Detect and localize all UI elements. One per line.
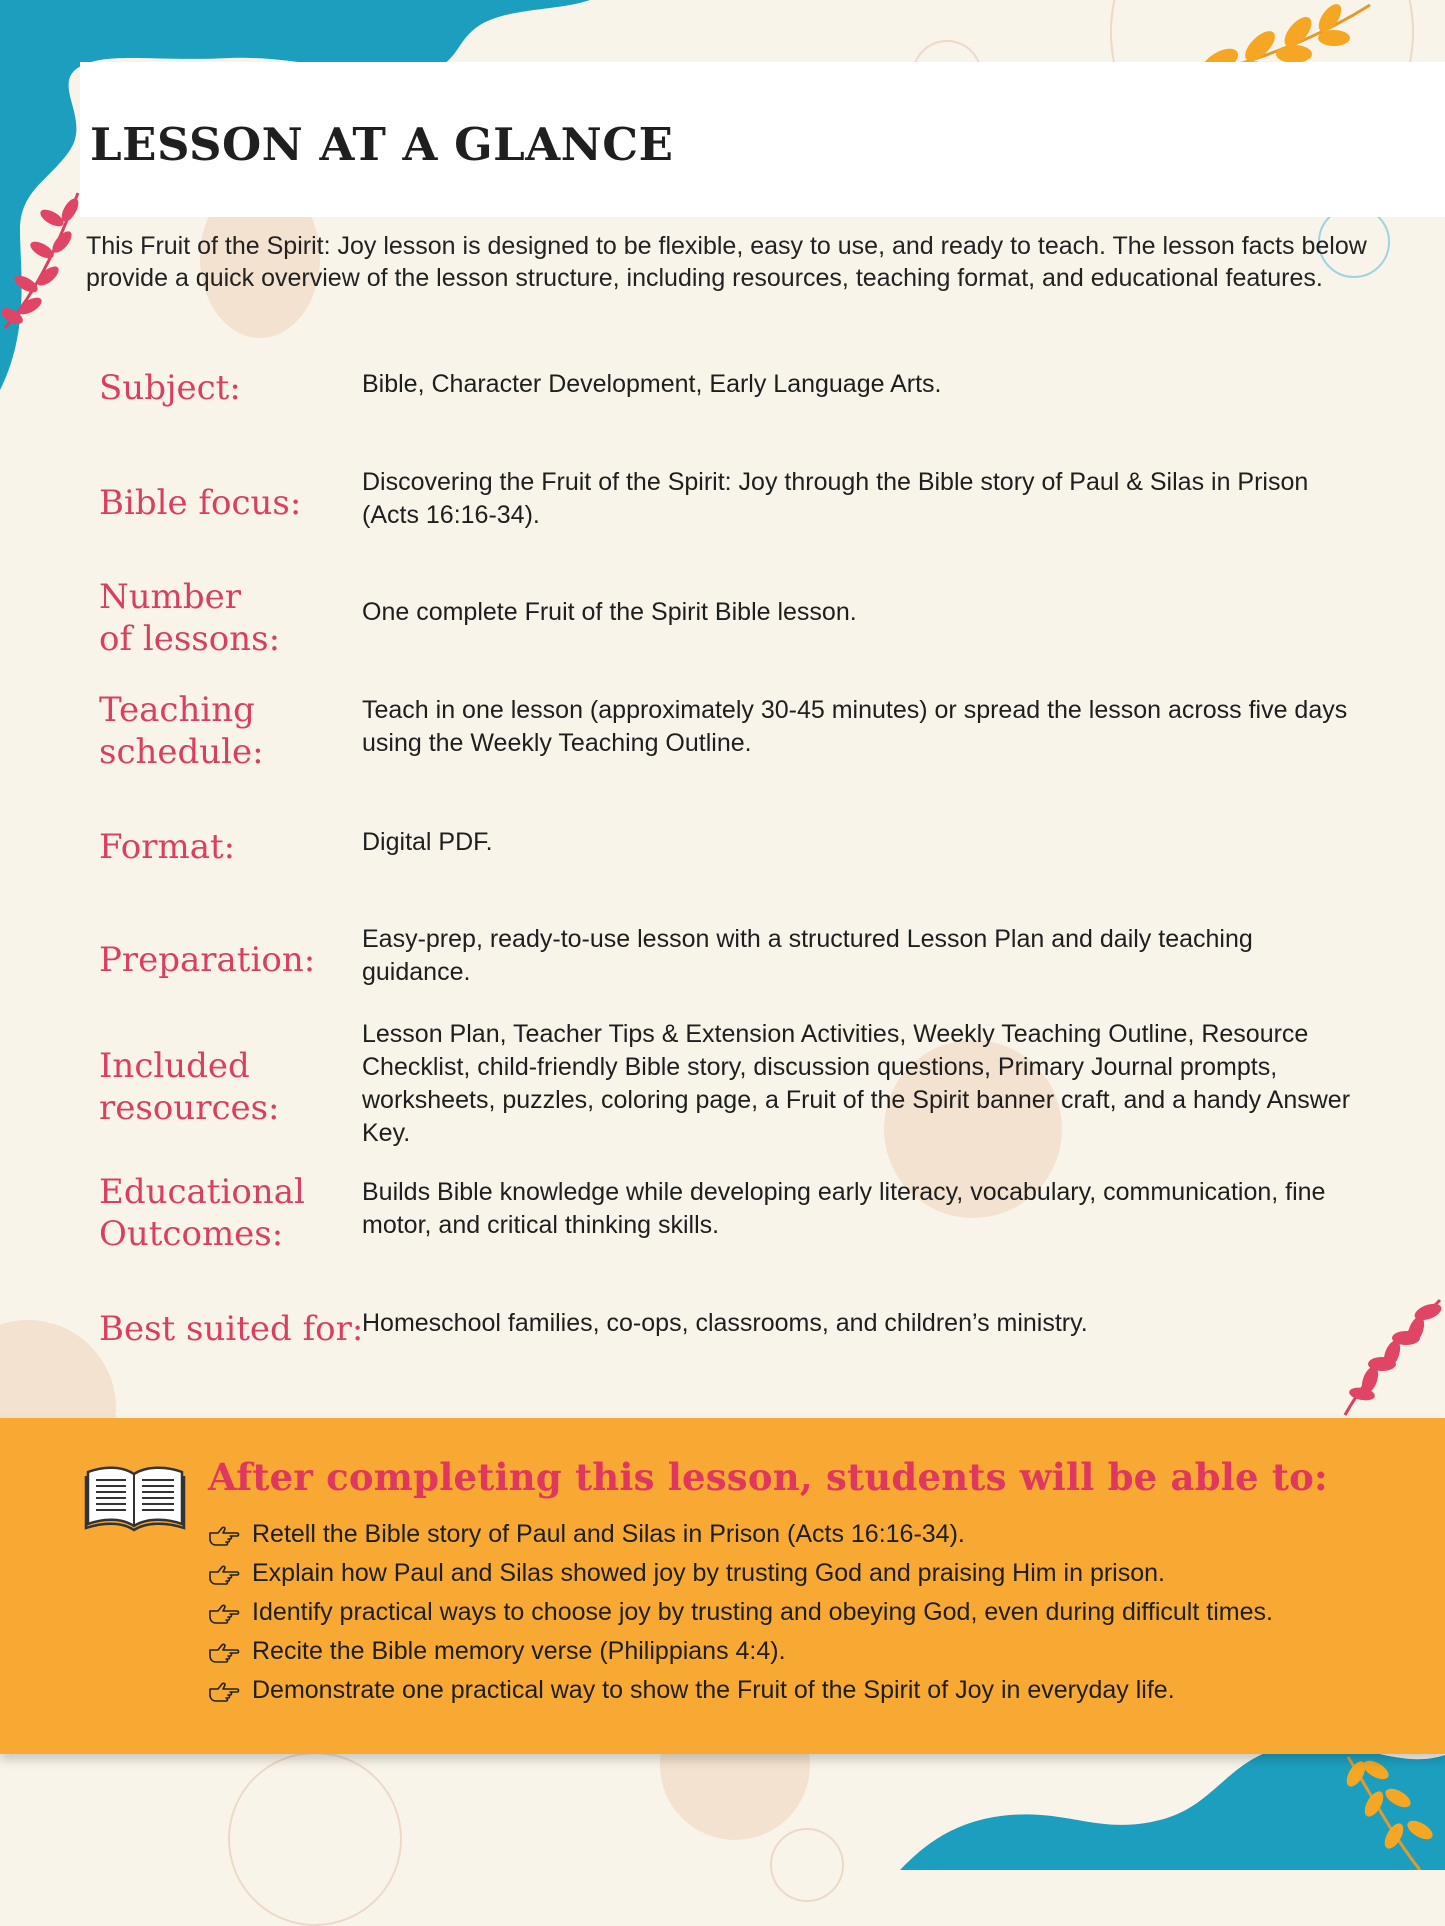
- outcome-text: Explain how Paul and Silas showed joy by trusting God and praising Him in prison.: [252, 1559, 1165, 1587]
- open-book-icon: [84, 1462, 186, 1532]
- fact-value-best-suited-for: Homeschool families, co-ops, classrooms, and children’s ministry.: [362, 1309, 1088, 1337]
- fact-value-format: Digital PDF.: [362, 828, 493, 856]
- outcome-text: Recite the Bible memory verse (Philippians 4:4).: [252, 1637, 786, 1665]
- intro-paragraph: This Fruit of the Spirit: Joy lesson is designed to be flexible, easy to use, and ready to teach. The lesson facts below provide a quick overview of the lesson structure, including resources, teaching format, and educational features.: [86, 232, 1367, 292]
- pointing-hand-icon: [208, 1603, 240, 1625]
- fact-label-included-resources: Included resources:: [99, 1046, 280, 1128]
- outcome-item: [208, 1632, 1273, 1671]
- fact-label-best-suited-for: Best suited for:: [99, 1309, 364, 1349]
- page-title: LESSON AT A GLANCE: [90, 118, 674, 171]
- pointing-hand-icon: [208, 1525, 240, 1547]
- decorative-circle: [228, 1752, 402, 1926]
- leaf-sprig-icon: [1340, 1752, 1445, 1870]
- fact-label-preparation: Preparation:: [99, 940, 316, 980]
- outcomes-list: [208, 1515, 1273, 1710]
- fact-label-format: Format:: [99, 827, 236, 867]
- fact-value-included-resources: Lesson Plan, Teacher Tips & Extension Activities, Weekly Teaching Outline, Resource Checklist, child-friendly Bible story, discussion questions, Primary Journal prompts, worksheets, puzzles, coloring page, a Fruit of the Spirit banner craft, and a handy Answer Key.: [362, 1020, 1351, 1147]
- outcomes-heading: After completing this lesson, students will be able to:: [208, 1455, 1328, 1499]
- fact-label-educational-outcomes: Educational Outcomes:: [99, 1172, 305, 1254]
- fact-value-subject: Bible, Character Development, Early Language Arts.: [362, 370, 942, 398]
- pointing-hand-icon: [208, 1642, 240, 1664]
- outcome-item: [208, 1554, 1273, 1593]
- fact-label-subject: Subject:: [99, 368, 241, 408]
- outcome-text: Demonstrate one practical way to show the Fruit of the Spirit of Joy in everyday life.: [252, 1676, 1175, 1704]
- fact-value-bible-focus: Discovering the Fruit of the Spirit: Joy through the Bible story of Paul & Silas in Prison (Acts 16:16-34).: [362, 468, 1309, 529]
- outcome-text: Retell the Bible story of Paul and Silas in Prison (Acts 16:16-34).: [252, 1520, 965, 1548]
- fact-value-teaching-schedule: Teach in one lesson (approximately 30-45 minutes) or spread the lesson across five days using the Weekly Teaching Outline.: [362, 696, 1348, 757]
- fact-value-number-of-lessons: One complete Fruit of the Spirit Bible lesson.: [362, 598, 857, 626]
- fact-value-educational-outcomes: Builds Bible knowledge while developing early literacy, vocabulary, communication, fine motor, and critical thinking skills.: [362, 1178, 1326, 1239]
- fact-label-number-of-lessons: Number of lessons:: [99, 577, 281, 659]
- outcome-item: [208, 1593, 1273, 1632]
- outcome-item: [208, 1515, 1273, 1554]
- fact-value-preparation: Easy-prep, ready-to-use lesson with a structured Lesson Plan and daily teaching guidance.: [362, 925, 1253, 986]
- fact-label-bible-focus: Bible focus:: [99, 483, 302, 523]
- pointing-hand-icon: [208, 1564, 240, 1586]
- decorative-circle: [770, 1828, 844, 1902]
- fact-label-teaching-schedule: Teaching schedule:: [99, 690, 264, 772]
- pointing-hand-icon: [208, 1681, 240, 1703]
- outcome-item: [208, 1671, 1273, 1710]
- outcome-text: Identify practical ways to choose joy by trusting and obeying God, even during difficult times.: [252, 1598, 1273, 1626]
